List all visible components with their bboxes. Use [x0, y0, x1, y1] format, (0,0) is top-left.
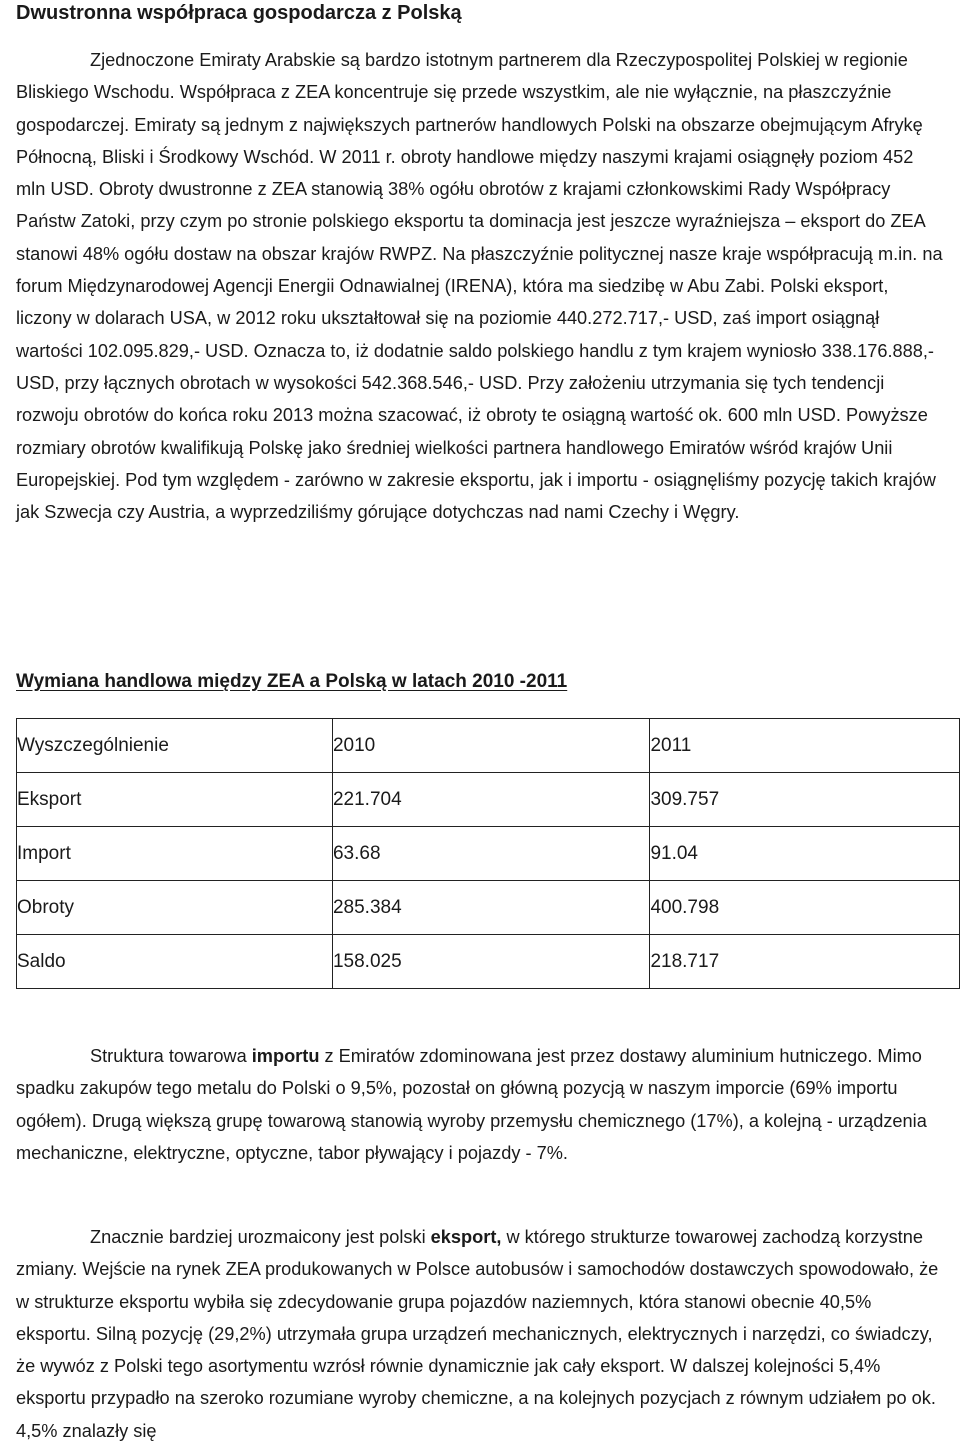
export-emphasis: eksport, — [430, 1227, 502, 1247]
table-row — [17, 935, 960, 989]
table-cell: 91.04 — [650, 827, 960, 881]
intro-paragraph: Zjednoczone Emiraty Arabskie są bardzo istotnym partnerem dla Rzeczypospolitej Polskiej w regionie Bliskiego Wschodu. Współpraca z ZEA koncentruje się przede wszystkim, ale nie wyłącznie, na płaszczyźnie gospodarczej. Emiraty są jednym z największych partnerów handlowych Polski na obszarze obejmującym Afrykę Północną, Bliski i Środkowy Wschód. W 2011 r. obroty handlowe między naszymi krajami osiągnęły poziom 452 mln USD. Obroty dwustronne z ZEA stanowią 38% ogółu obrotów z krajami członkowskimi Rady Współpracy Państw Zatoki, przy czym po stronie polskiego eksportu ta dominacja jest jeszcze wyraźniejsza – eksport do ZEA stanowi 48% ogółu dostaw na obszar krajów RWPZ. Na płaszczyźnie politycznej nasze kraje współpracują m.in. na forum Międzynarodowej Agencji Energii Odnawialnej (IRENA), która ma siedzibę w Abu Zabi. Polski eksport, liczony w dolarach USA, w 2012 roku ukształtował się na poziomie 440.272.717,- USD, zaś import osiągnął wartości 102.095.829,- USD. Oznacza to, iż dodatnie saldo polskiego handlu z tym krajem wyniosło 338.176.888,- USD, przy łącznych obrotach w wysokości 542.368.546,- USD. Przy założeniu utrzymania się tych tendencji rozwoju obrotów do końca roku 2013 można szacować, iż obroty te osiągną wartość ok. 600 mln USD. Powyższe rozmiary obrotów kwalifikują Polskę jako średniej wielkości partnera handlowego Emiratów wśród krajów Unii Europejskiej. Pod tym względem - zarówno w zakresie eksportu, jak i importu - osiągnęliśmy pozycję takich krajów jak Szwecja czy Austria, a wyprzedziliśmy górujące dotychczas nad nami Czechy i Węgry. — [16, 50, 943, 523]
table-cell: 309.757 — [650, 773, 960, 827]
import-paragraph: Struktura towarowa importu z Emiratów zdominowana jest przez dostawy aluminium hutniczego. Mimo spadku zakupów tego metalu do Polski o 9,5%, pozostał on główną pozycją w naszym imporcie (69% importu ogółem). Drugą większą grupę towarową stanowią wyroby przemysłu chemicznego (17%), a kolejną - urządzenia mechaniczne, elektryczne, optyczne, tabor pływający i pojazdy - 7%. — [16, 1046, 927, 1163]
section-heading: Dwustronna współpraca gospodarcza z Polską — [16, 2, 462, 24]
table-cell: Obroty — [17, 881, 333, 935]
table-cell: 400.798 — [650, 881, 960, 935]
table-header-row — [17, 719, 960, 773]
table-cell: Import — [17, 827, 333, 881]
table-cell: 63.68 — [332, 827, 649, 881]
table-cell: Eksport — [17, 773, 333, 827]
table-cell: 221.704 — [332, 773, 649, 827]
table-cell: Saldo — [17, 935, 333, 989]
table-row — [17, 827, 960, 881]
table-row — [17, 881, 960, 935]
table-cell: 158.025 — [332, 935, 649, 989]
import-emphasis: importu — [251, 1046, 320, 1066]
table-cell: 285.384 — [332, 881, 649, 935]
trade-table — [16, 718, 960, 989]
table-header-cell: 2011 — [650, 719, 960, 773]
table-row — [17, 773, 960, 827]
table-header-cell: Wyszczególnienie — [17, 719, 333, 773]
export-paragraph: Znacznie bardziej urozmaicony jest polski eksport, w którego strukturze towarowej zachodzą korzystne zmiany. Wejście na rynek ZEA produkowanych w Polsce autobusów i samochodów dostawczych spowodowało, że w strukturze eksportu wybiła się zdecydowanie grupa pojazdów naziemnych, która stanowi obecnie 40,5% eksportu. Silną pozycję (29,2%) utrzymała grupa urządzeń mechanicznych, elektrycznych i narzędzi, co świadczy, że wywóz z Polski tego asortymentu wzrósł równie dynamicznie jak cały eksport. W dalszej kolejności 5,4% eksportu przypadło na szeroko rozumiane wyroby chemiczne, a na kolejnych pozycjach z równym udziałem po ok. 4,5% znalazły się — [16, 1227, 939, 1441]
table-header-cell: 2010 — [332, 719, 649, 773]
table-cell: 218.717 — [650, 935, 960, 989]
table-title: Wymiana handlowa między ZEA a Polską w latach 2010 -2011 — [16, 671, 568, 692]
